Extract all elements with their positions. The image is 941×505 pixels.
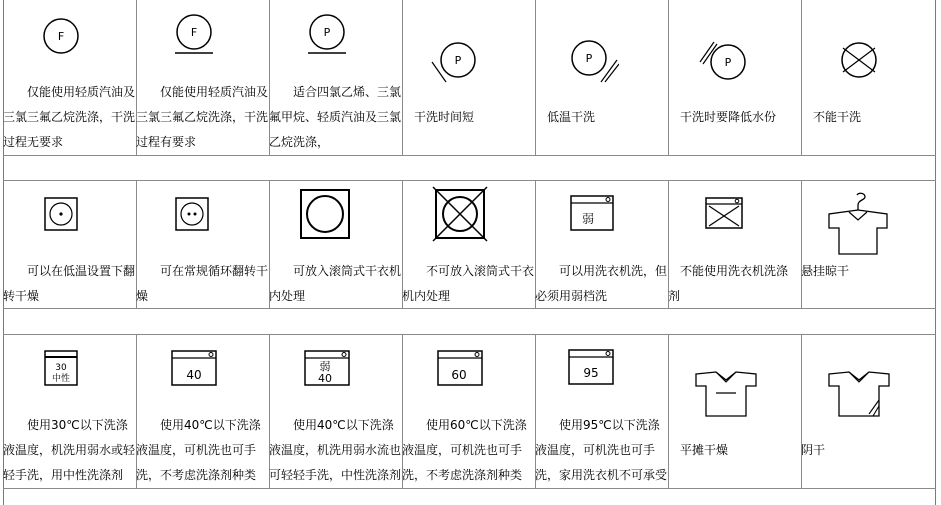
svg-text:弱: 弱 — [582, 212, 595, 226]
cell-text: 可在常规循环翻转干 燥 — [136, 264, 269, 303]
table-cell — [402, 180, 535, 308]
svg-text:60: 60 — [451, 368, 467, 382]
table-cell — [801, 334, 934, 488]
cell-text: 干洗时要降低水份 — [668, 110, 777, 124]
svg-text:弱: 弱 — [319, 360, 331, 373]
cell-text: 使用95℃以下洗涤 液温度，可机洗也可手 洗，家用洗衣机不可承受 — [535, 418, 668, 482]
table-cell — [3, 334, 136, 488]
cell-text: 不能干洗 — [801, 110, 862, 124]
wash-95-icon — [567, 348, 615, 388]
cell-text: 阴干 — [801, 443, 826, 457]
svg-text:中性: 中性 — [51, 374, 71, 384]
cell-text: 干洗时间短 — [402, 110, 475, 124]
tumble-dry-normal-icon — [174, 196, 210, 232]
cell-text: 可放入滚筒式干衣机 内处理 — [269, 264, 402, 303]
table-cell — [136, 334, 269, 488]
shade-dry-icon — [827, 370, 891, 420]
table-cell — [801, 0, 934, 155]
table-cell — [668, 0, 801, 155]
machine-wash-gentle-icon — [569, 194, 615, 232]
cell-text: 平摊干燥 — [668, 443, 729, 457]
svg-text:F: F — [57, 30, 65, 43]
table-cell — [801, 180, 934, 308]
cell-text: 使用40℃以下洗涤 液温度，可机洗也可手 洗，不考虑洗涤剂种类 — [136, 418, 261, 482]
table-cell — [3, 0, 136, 155]
wash-30-neutral-icon — [43, 349, 79, 389]
row-divider — [3, 488, 936, 489]
table-cell — [535, 180, 668, 308]
cell-text: 可以在低温设置下翻 转干燥 — [3, 264, 136, 303]
table-cell — [402, 0, 535, 155]
tumble-dry-low-icon — [43, 196, 79, 232]
cell-text: 使用30℃以下洗涤 液温度，机洗用弱水或轻 轻手洗，用中性洗涤剂 — [3, 418, 136, 482]
table-cell — [535, 334, 668, 488]
svg-text:P: P — [454, 54, 462, 67]
cell-text: 仅能使用轻质汽油及 三氯三氟乙烷洗涤，干洗 过程有要求 — [136, 85, 269, 149]
svg-text:P: P — [323, 26, 331, 39]
table-cell — [402, 334, 535, 488]
table-cell — [269, 180, 402, 308]
dry-clean-reduce-moisture-icon — [698, 40, 750, 86]
svg-text:F: F — [190, 26, 198, 39]
hang-dry-icon — [825, 192, 891, 258]
table-cell — [269, 0, 402, 155]
dry-clean-f-icon — [41, 16, 81, 56]
wash-40-icon — [170, 349, 218, 389]
wash-60-icon — [436, 349, 484, 389]
table-cell — [535, 0, 668, 155]
cell-text: 使用40℃以下洗涤 液温度，机洗用弱水流也 可轻轻手洗，中性洗涤剂 — [269, 418, 402, 482]
no-machine-wash-icon — [704, 196, 744, 230]
dry-clean-low-temp-icon — [567, 38, 619, 86]
table-cell — [3, 180, 136, 308]
dry-clean-short-time-icon — [430, 38, 482, 86]
cell-text: 不可放入滚筒式干衣 机内处理 — [402, 264, 535, 303]
table-cell — [269, 334, 402, 488]
no-dry-clean-icon — [837, 38, 881, 82]
row-divider — [3, 308, 936, 309]
no-tumble-dry-icon — [432, 186, 488, 242]
dry-flat-icon — [694, 370, 758, 420]
dry-clean-p-underline-icon — [305, 12, 349, 58]
table-cell — [668, 334, 801, 488]
table-cell — [668, 180, 801, 308]
tumble-dry-allowed-icon — [299, 188, 351, 240]
cell-text: 不能使用洗衣机洗涤 剂 — [668, 264, 789, 303]
cell-text: 使用60℃以下洗涤 液温度，可机洗也可手 洗，不考虑洗涤剂种类 — [402, 418, 527, 482]
dry-clean-f-underline-icon — [172, 12, 216, 58]
cell-text: 仅能使用轻质汽油及 三氯三氟乙烷洗涤，干洗 过程无要求 — [3, 85, 136, 149]
wash-40-gentle-icon — [303, 349, 351, 389]
table-cell — [136, 180, 269, 308]
svg-text:95: 95 — [583, 366, 599, 380]
svg-text:P: P — [585, 52, 593, 65]
svg-text:P: P — [724, 56, 732, 69]
svg-text:30: 30 — [55, 363, 67, 373]
cell-text: 可以用洗衣机洗，但 必须用弱档洗 — [535, 264, 668, 303]
svg-text:40: 40 — [318, 372, 332, 385]
table-cell — [136, 0, 269, 155]
row-divider — [3, 155, 936, 156]
cell-text: 适合四氯乙烯、三氯 氟甲烷、轻质汽油及三氯 乙烷洗涤， — [269, 85, 402, 149]
svg-text:40: 40 — [186, 368, 202, 382]
cell-text: 低温干洗 — [535, 110, 596, 124]
cell-text: 悬挂晾干 — [801, 264, 850, 278]
